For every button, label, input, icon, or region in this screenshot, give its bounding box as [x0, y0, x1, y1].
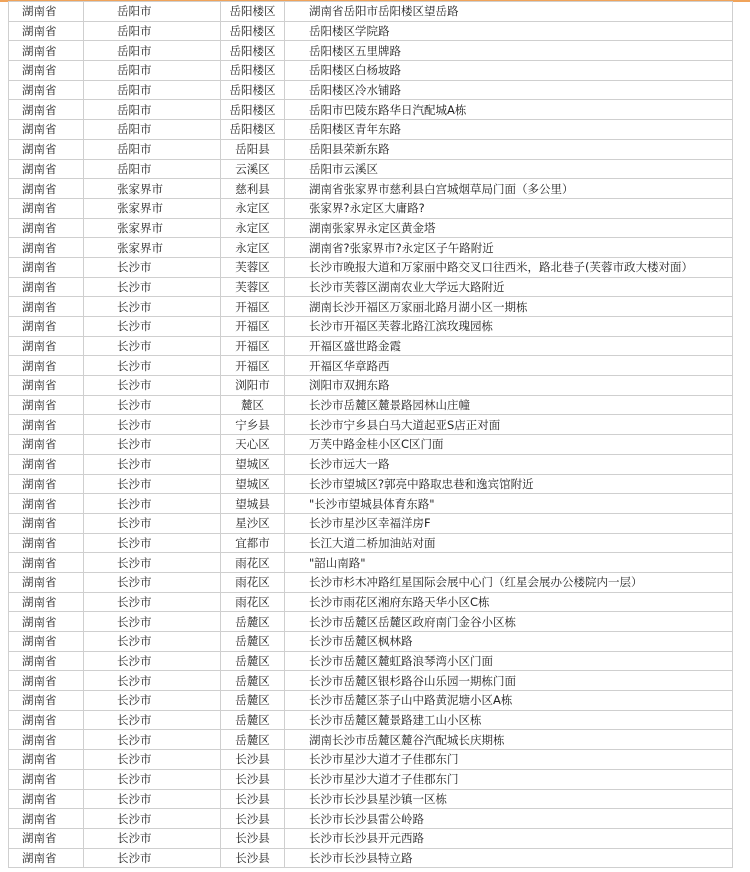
district-cell: 岳麓区 [221, 710, 285, 730]
city-cell: 岳阳市 [84, 80, 221, 100]
district-cell: 岳麓区 [221, 671, 285, 691]
address-cell: 长沙市芙蓉区湖南农业大学远大路附近 [285, 277, 733, 297]
province-cell: 湖南省 [9, 435, 84, 455]
address-table-body [9, 2, 733, 868]
table-row [9, 356, 733, 376]
district-cell: 长沙县 [221, 789, 285, 809]
province-cell: 湖南省 [9, 632, 84, 652]
province-cell: 湖南省 [9, 750, 84, 770]
table-row [9, 336, 733, 356]
city-cell: 长沙市 [84, 572, 221, 592]
province-cell: 湖南省 [9, 41, 84, 61]
district-cell: 开福区 [221, 297, 285, 317]
province-cell: 湖南省 [9, 828, 84, 848]
district-cell: 浏阳市 [221, 376, 285, 396]
table-row [9, 494, 733, 514]
province-cell: 湖南省 [9, 317, 84, 337]
table-row [9, 297, 733, 317]
city-cell: 长沙市 [84, 513, 221, 533]
address-cell: "长沙市望城县体育东路" [285, 494, 733, 514]
province-cell: 湖南省 [9, 730, 84, 750]
province-cell: 湖南省 [9, 533, 84, 553]
district-cell: 宁乡县 [221, 415, 285, 435]
city-cell: 长沙市 [84, 848, 221, 868]
city-cell: 长沙市 [84, 317, 221, 337]
table-row [9, 198, 733, 218]
table-row [9, 848, 733, 868]
table-row [9, 139, 733, 159]
district-cell: 岳麓区 [221, 730, 285, 750]
address-cell: 长沙市远大一路 [285, 454, 733, 474]
city-cell: 长沙市 [84, 376, 221, 396]
province-cell: 湖南省 [9, 789, 84, 809]
address-cell: 湖南张家界永定区黄金塔 [285, 218, 733, 238]
district-cell: 永定区 [221, 238, 285, 258]
table-row [9, 435, 733, 455]
province-cell: 湖南省 [9, 572, 84, 592]
address-cell: 长沙市星沙大道才子佳郡东门 [285, 750, 733, 770]
table-row [9, 691, 733, 711]
city-cell: 长沙市 [84, 395, 221, 415]
table-row [9, 651, 733, 671]
address-cell: 长沙市杉木冲路红星国际会展中心门（红星会展办公楼院内一层） [285, 572, 733, 592]
city-cell: 长沙市 [84, 750, 221, 770]
table-row [9, 395, 733, 415]
district-cell: 长沙县 [221, 848, 285, 868]
district-cell: 岳麓区 [221, 612, 285, 632]
table-row [9, 376, 733, 396]
province-cell: 湖南省 [9, 80, 84, 100]
province-cell: 湖南省 [9, 238, 84, 258]
table-row [9, 415, 733, 435]
district-cell: 芙蓉区 [221, 257, 285, 277]
table-row [9, 41, 733, 61]
address-cell: 长沙市晚报大道和万家丽中路交叉口往西米，路北巷子(芙蓉市政大楼对面） [285, 257, 733, 277]
province-cell: 湖南省 [9, 120, 84, 140]
address-cell: 长沙市岳麓区麓景路园林山庄幢 [285, 395, 733, 415]
district-cell: 岳阳楼区 [221, 41, 285, 61]
province-cell: 湖南省 [9, 277, 84, 297]
address-cell: 岳阳县荣新东路 [285, 139, 733, 159]
district-cell: 永定区 [221, 218, 285, 238]
table-row [9, 632, 733, 652]
address-cell: 岳阳楼区冷水铺路 [285, 80, 733, 100]
province-cell: 湖南省 [9, 159, 84, 179]
city-cell: 长沙市 [84, 277, 221, 297]
city-cell: 张家界市 [84, 179, 221, 199]
province-cell: 湖南省 [9, 100, 84, 120]
table-row [9, 592, 733, 612]
city-cell: 岳阳市 [84, 120, 221, 140]
table-row [9, 789, 733, 809]
address-cell: 长沙市星沙大道才子佳郡东门 [285, 769, 733, 789]
city-cell: 长沙市 [84, 671, 221, 691]
address-cell: 长沙市望城区?郭亮中路取忠巷和逸宾馆附近 [285, 474, 733, 494]
table-row [9, 21, 733, 41]
province-cell: 湖南省 [9, 592, 84, 612]
district-cell: 宜都市 [221, 533, 285, 553]
table-row [9, 671, 733, 691]
province-cell: 湖南省 [9, 474, 84, 494]
address-table [8, 1, 733, 868]
province-cell: 湖南省 [9, 415, 84, 435]
city-cell: 长沙市 [84, 454, 221, 474]
province-cell: 湖南省 [9, 769, 84, 789]
district-cell: 开福区 [221, 356, 285, 376]
city-cell: 岳阳市 [84, 159, 221, 179]
table-row [9, 238, 733, 258]
city-cell: 岳阳市 [84, 21, 221, 41]
table-row [9, 710, 733, 730]
table-row [9, 572, 733, 592]
city-cell: 岳阳市 [84, 2, 221, 22]
table-row [9, 454, 733, 474]
province-cell: 湖南省 [9, 710, 84, 730]
province-cell: 湖南省 [9, 454, 84, 474]
address-cell: 长沙市长沙县开元西路 [285, 828, 733, 848]
district-cell: 长沙县 [221, 769, 285, 789]
province-cell: 湖南省 [9, 139, 84, 159]
district-cell: 岳麓区 [221, 651, 285, 671]
city-cell: 岳阳市 [84, 139, 221, 159]
district-cell: 永定区 [221, 198, 285, 218]
province-cell: 湖南省 [9, 179, 84, 199]
address-cell: 湖南省张家界市慈利县白宫城烟草局门面（多公里） [285, 179, 733, 199]
table-row [9, 277, 733, 297]
table-row [9, 218, 733, 238]
table-row [9, 61, 733, 81]
city-cell: 长沙市 [84, 710, 221, 730]
city-cell: 长沙市 [84, 809, 221, 829]
address-cell: 长沙市长沙县雷公岭路 [285, 809, 733, 829]
province-cell: 湖南省 [9, 336, 84, 356]
city-cell: 长沙市 [84, 415, 221, 435]
table-row [9, 2, 733, 22]
city-cell: 长沙市 [84, 435, 221, 455]
city-cell: 张家界市 [84, 238, 221, 258]
province-cell: 湖南省 [9, 61, 84, 81]
province-cell: 湖南省 [9, 513, 84, 533]
province-cell: 湖南省 [9, 553, 84, 573]
province-cell: 湖南省 [9, 494, 84, 514]
address-cell: 长沙市开福区芙蓉北路江滨玫瑰园栋 [285, 317, 733, 337]
table-row [9, 513, 733, 533]
district-cell: 望城区 [221, 474, 285, 494]
city-cell: 长沙市 [84, 789, 221, 809]
city-cell: 长沙市 [84, 553, 221, 573]
address-cell: 长沙市雨花区湘府东路天华小区C栋 [285, 592, 733, 612]
district-cell: 星沙区 [221, 513, 285, 533]
province-cell: 湖南省 [9, 257, 84, 277]
province-cell: 湖南省 [9, 691, 84, 711]
city-cell: 长沙市 [84, 257, 221, 277]
district-cell: 岳阳楼区 [221, 100, 285, 120]
address-cell: 岳阳市巴陵东路华日汽配城A栋 [285, 100, 733, 120]
district-cell: 岳阳楼区 [221, 120, 285, 140]
district-cell: 雨花区 [221, 553, 285, 573]
province-cell: 湖南省 [9, 612, 84, 632]
address-cell: 长沙市岳麓区岳麓区政府南门金谷小区栋 [285, 612, 733, 632]
district-cell: 麓区 [221, 395, 285, 415]
province-cell: 湖南省 [9, 651, 84, 671]
city-cell: 张家界市 [84, 198, 221, 218]
table-row [9, 750, 733, 770]
table-row [9, 828, 733, 848]
address-cell: 浏阳市双拥东路 [285, 376, 733, 396]
district-cell: 开福区 [221, 317, 285, 337]
district-cell: 望城县 [221, 494, 285, 514]
city-cell: 长沙市 [84, 533, 221, 553]
district-cell: 慈利县 [221, 179, 285, 199]
city-cell: 长沙市 [84, 336, 221, 356]
city-cell: 长沙市 [84, 494, 221, 514]
address-cell: 湖南省?张家界市?永定区子午路附近 [285, 238, 733, 258]
table-row [9, 553, 733, 573]
province-cell: 湖南省 [9, 2, 84, 22]
city-cell: 长沙市 [84, 730, 221, 750]
district-cell: 雨花区 [221, 592, 285, 612]
table-row [9, 809, 733, 829]
address-cell: 岳阳楼区五里牌路 [285, 41, 733, 61]
table-row [9, 769, 733, 789]
province-cell: 湖南省 [9, 395, 84, 415]
province-cell: 湖南省 [9, 21, 84, 41]
city-cell: 长沙市 [84, 612, 221, 632]
table-row [9, 100, 733, 120]
table-row [9, 120, 733, 140]
province-cell: 湖南省 [9, 376, 84, 396]
province-cell: 湖南省 [9, 809, 84, 829]
city-cell: 张家界市 [84, 218, 221, 238]
address-cell: 湖南长沙开福区万家丽北路月湖小区一期栋 [285, 297, 733, 317]
table-row [9, 474, 733, 494]
address-cell: 岳阳楼区学院路 [285, 21, 733, 41]
address-cell: 长沙市岳麓区麓虹路浪琴湾小区门面 [285, 651, 733, 671]
district-cell: 岳阳楼区 [221, 21, 285, 41]
district-cell: 岳阳楼区 [221, 80, 285, 100]
district-cell: 芙蓉区 [221, 277, 285, 297]
city-cell: 长沙市 [84, 691, 221, 711]
address-cell: 湖南省岳阳市岳阳楼区望岳路 [285, 2, 733, 22]
district-cell: 岳阳楼区 [221, 2, 285, 22]
district-cell: 长沙县 [221, 750, 285, 770]
address-cell: 开福区盛世路金霞 [285, 336, 733, 356]
address-cell: "韶山南路" [285, 553, 733, 573]
address-cell: 岳阳楼区白杨坡路 [285, 61, 733, 81]
address-cell: 岳阳楼区青年东路 [285, 120, 733, 140]
table-row [9, 533, 733, 553]
table-row [9, 612, 733, 632]
district-cell: 天心区 [221, 435, 285, 455]
city-cell: 长沙市 [84, 651, 221, 671]
address-cell: 长沙市岳麓区枫林路 [285, 632, 733, 652]
province-cell: 湖南省 [9, 848, 84, 868]
district-cell: 雨花区 [221, 572, 285, 592]
district-cell: 长沙县 [221, 809, 285, 829]
table-row [9, 179, 733, 199]
district-cell: 开福区 [221, 336, 285, 356]
address-cell: 长江大道二桥加油站对面 [285, 533, 733, 553]
district-cell: 岳麓区 [221, 691, 285, 711]
address-cell: 长沙市岳麓区茶子山中路黄泥塘小区A栋 [285, 691, 733, 711]
address-cell: 岳阳市云溪区 [285, 159, 733, 179]
district-cell: 岳麓区 [221, 632, 285, 652]
district-cell: 岳阳楼区 [221, 61, 285, 81]
address-cell: 长沙市岳麓区银杉路谷山乐园一期栋门面 [285, 671, 733, 691]
province-cell: 湖南省 [9, 198, 84, 218]
city-cell: 长沙市 [84, 632, 221, 652]
address-cell: 万芙中路金桂小区C区门面 [285, 435, 733, 455]
city-cell: 长沙市 [84, 592, 221, 612]
district-cell: 云溪区 [221, 159, 285, 179]
address-cell: 长沙市星沙区幸福洋房F [285, 513, 733, 533]
province-cell: 湖南省 [9, 218, 84, 238]
table-row [9, 317, 733, 337]
district-cell: 望城区 [221, 454, 285, 474]
address-cell: 开福区华章路西 [285, 356, 733, 376]
city-cell: 长沙市 [84, 356, 221, 376]
city-cell: 岳阳市 [84, 41, 221, 61]
table-row [9, 159, 733, 179]
city-cell: 长沙市 [84, 474, 221, 494]
address-cell: 长沙市长沙县特立路 [285, 848, 733, 868]
province-cell: 湖南省 [9, 671, 84, 691]
address-cell: 长沙市长沙县星沙镇一区栋 [285, 789, 733, 809]
address-cell: 张家界?永定区大庸路? [285, 198, 733, 218]
table-row [9, 80, 733, 100]
table-row [9, 257, 733, 277]
city-cell: 岳阳市 [84, 100, 221, 120]
address-cell: 长沙市宁乡县白马大道起亚S店正对面 [285, 415, 733, 435]
address-cell: 湖南长沙市岳麓区麓谷汽配城长庆期栋 [285, 730, 733, 750]
city-cell: 岳阳市 [84, 61, 221, 81]
province-cell: 湖南省 [9, 297, 84, 317]
city-cell: 长沙市 [84, 769, 221, 789]
district-cell: 岳阳县 [221, 139, 285, 159]
table-row [9, 730, 733, 750]
district-cell: 长沙县 [221, 828, 285, 848]
address-cell: 长沙市岳麓区麓景路建工山小区栋 [285, 710, 733, 730]
city-cell: 长沙市 [84, 297, 221, 317]
city-cell: 长沙市 [84, 828, 221, 848]
province-cell: 湖南省 [9, 356, 84, 376]
